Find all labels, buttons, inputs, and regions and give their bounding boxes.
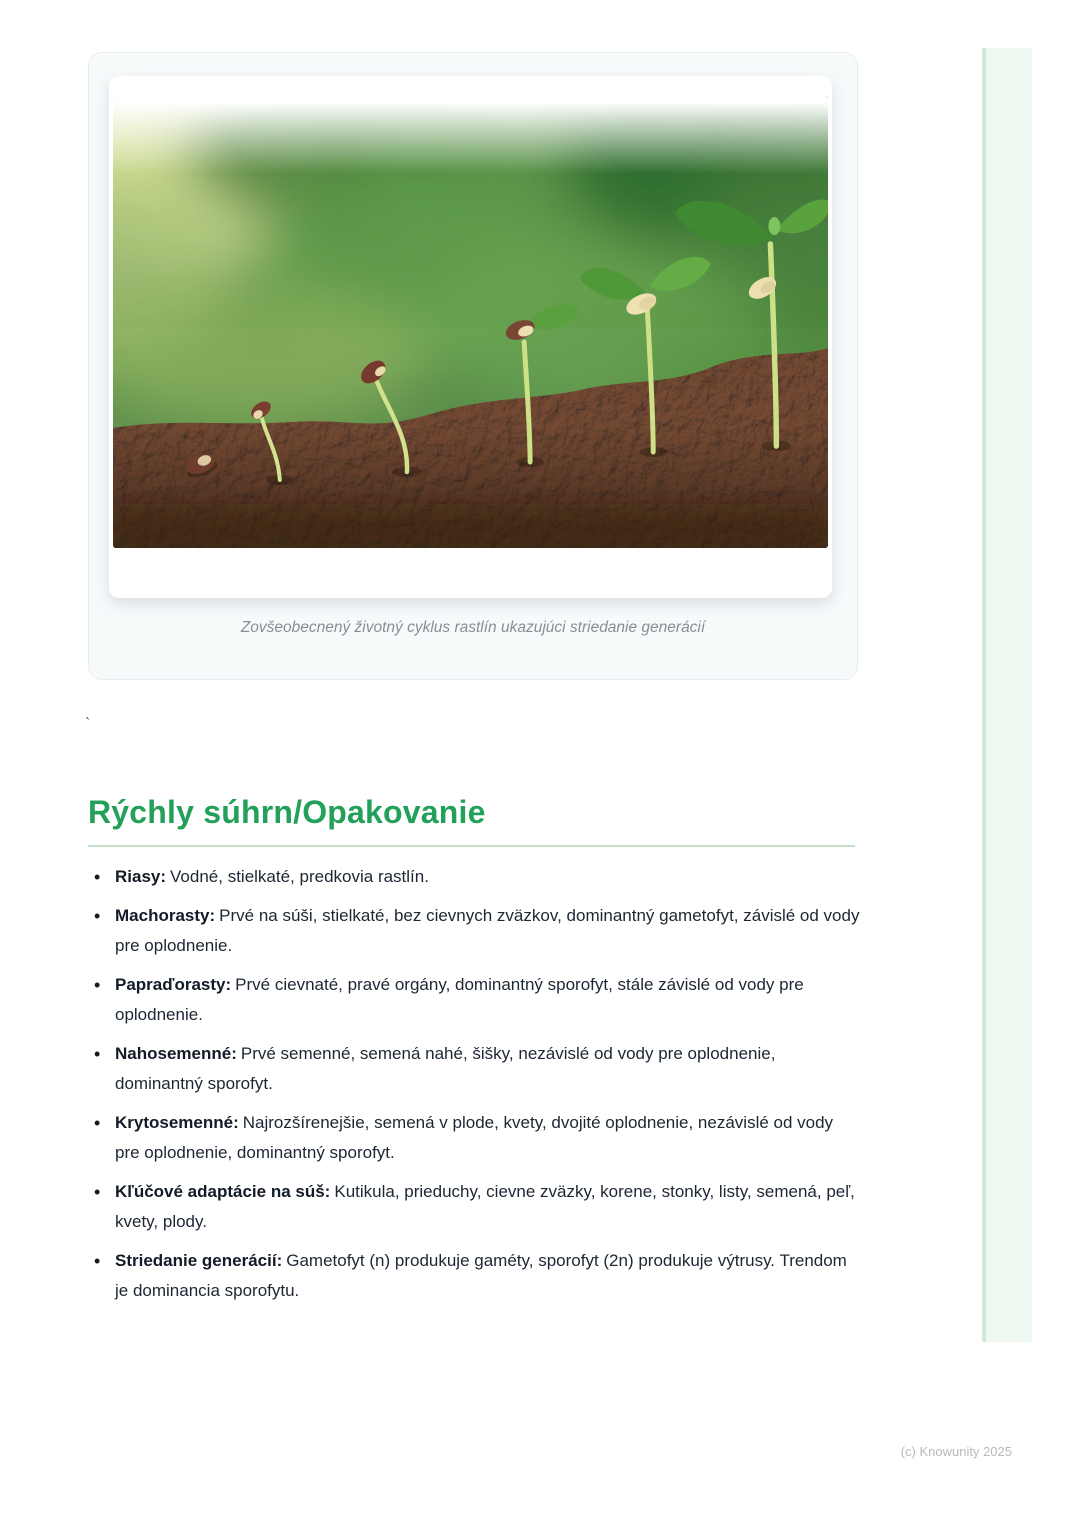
right-accent-bar	[982, 48, 1032, 1342]
summary-item-striedanie	[88, 1246, 860, 1306]
summary-item-text: Najrozšírenejšie, semená v plode, kvety, dvojité oplodnenie, nezávislé od vody pre oplodnenie, dominantný sporofyt.	[115, 1113, 834, 1162]
summary-item-riasy	[88, 862, 860, 892]
stray-backtick: `	[85, 716, 91, 733]
summary-item-papradorasty	[88, 970, 860, 1030]
section-heading: Rýchly súhrn/Opakovanie	[88, 794, 486, 830]
seedling-growth-photo	[113, 96, 828, 548]
summary-item-adaptacie	[88, 1177, 860, 1237]
summary-item-term: Kľúčové adaptácie na súš:	[115, 1182, 331, 1201]
figure-caption: Zovšeobecnený životný cyklus rastlín ukazujúci striedanie generácií	[240, 619, 706, 636]
seedling-photo-illustration	[113, 96, 828, 548]
summary-item-term: Riasy:	[115, 867, 167, 886]
summary-item-text: Prvé semenné, semená nahé, šišky, nezávislé od vody pre oplodnenie, dominantný sporofyt.	[115, 1044, 776, 1093]
summary-item-text: Prvé na súši, stielkaté, bez cievnych zväzkov, dominantný gametofyt, závislé od vody pre oplodnenie.	[115, 906, 860, 955]
summary-item-term: Striedanie generácií:	[115, 1251, 283, 1270]
summary-item-machorasty	[88, 901, 860, 961]
summary-list	[88, 862, 860, 1315]
summary-item-term: Krytosemenné:	[115, 1113, 239, 1132]
copyright-note: (c) Knowunity 2025	[900, 1444, 1012, 1459]
soil-foreground-blur	[113, 504, 828, 548]
summary-item-term: Machorasty:	[115, 906, 216, 925]
summary-item-nahosemenne	[88, 1039, 860, 1099]
summary-item-term: Nahosemenné:	[115, 1044, 237, 1063]
summary-item-text: Kutikula, prieduchy, cievne zväzky, korene, stonky, listy, semená, peľ, kvety, plody.	[115, 1182, 855, 1231]
heading-divider	[88, 845, 855, 847]
summary-item-text: Vodné, stielkaté, predkovia rastlín.	[170, 867, 429, 886]
figure-frame	[109, 76, 832, 598]
summary-item-term: Papraďorasty:	[115, 975, 232, 994]
summary-item-text: Prvé cievnaté, pravé orgány, dominantný sporofyt, stále závislé od vody pre oplodnenie.	[115, 975, 804, 1024]
summary-item-text: Gametofyt (n) produkuje gaméty, sporofyt (2n) produkuje výtrusy. Trendom je dominancia sporofytu.	[115, 1251, 847, 1300]
summary-item-krytosemenne	[88, 1108, 860, 1168]
figure-card	[88, 52, 858, 680]
